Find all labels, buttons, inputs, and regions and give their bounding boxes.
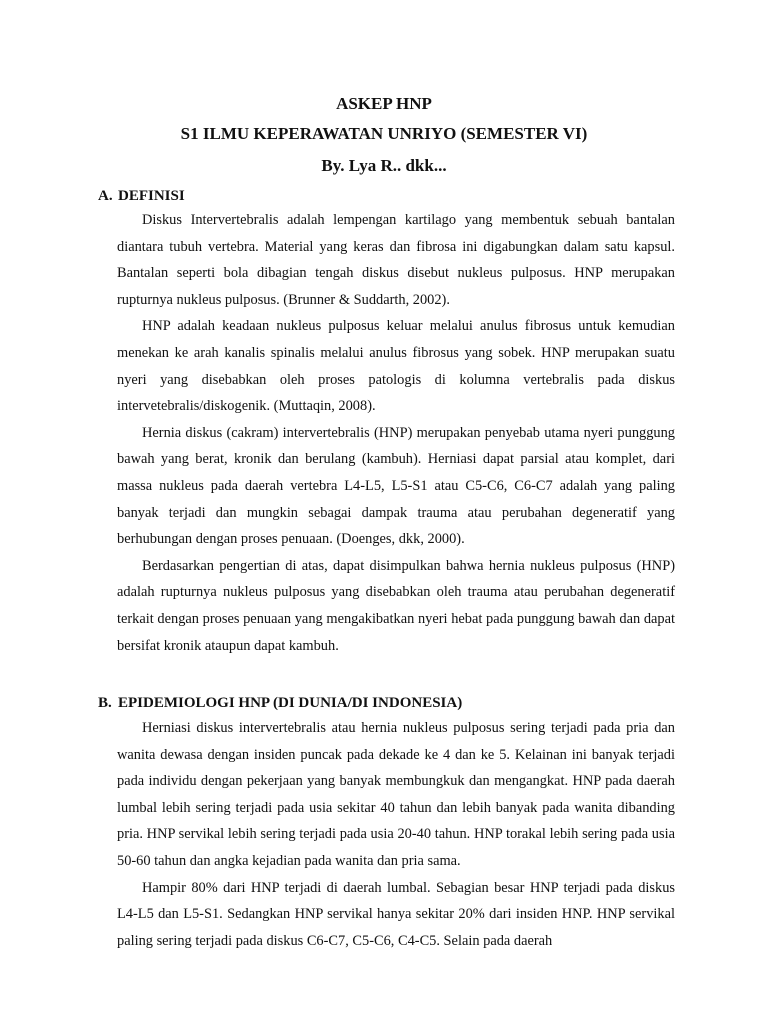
section-title: DEFINISI [118, 188, 185, 204]
document-author: By. Lya R.. dkk... [321, 156, 447, 175]
paragraph: HNP adalah keadaan nukleus pulposus keluar melalui anulus fibrosus untuk kemudian menekan ke arah kanalis spinalis melalui anulus fibrosus yang sobek. HNP merupakan suatu nyeri yang disebabkan oleh proses patologis di kolumna vertebralis pada diskus intervetebralis/diskogenik. (Muttaqin, 2008). [117, 318, 675, 415]
paragraph: Hernia diskus (cakram) intervertebralis (HNP) merupakan penyebab utama nyeri punggung bawah yang berat, kronik dan berulang (kambuh). Herniasi dapat parsial atau komplet, dari massa nukleus pada daerah vertebra L4-L5, L5-S1 atau C5-C6, C6-C7 adalah yang paling banyak terjadi dan mungkin sebagai dampak trauma atau perubahan degeneratif yang berhubungan dengan proses penuaan. (Doenges, dkk, 2000). [117, 424, 675, 548]
section-body-epidemiologi [117, 715, 675, 954]
section-title: EPIDEMIOLOGI HNP (DI DUNIA/DI INDONESIA) [118, 695, 463, 711]
document-subtitle: S1 ILMU KEPERAWATAN UNRIYO (SEMESTER VI) [180, 124, 588, 143]
paragraph: Herniasi diskus intervertebralis atau hernia nukleus pulposus sering terjadi pada pria dan wanita dewasa dengan insiden puncak pada dekade ke 4 dan ke 5. Kelainan ini banyak terjadi pada individu dengan pekerjaan yang banyak membungkuk dan mengangkat. HNP pada daerah lumbal lebih sering terjadi pada usia sekitar 40 tahun dan lebih banyak pada wanita dibanding pria. HNP servikal lebih sering terjadi pada usia 20-40 tahun. HNP torakal lebih sering pada usia 50-60 tahun dan angka kejadian pada wanita dan pria sama. [117, 720, 675, 869]
paragraph: Hampir 80% dari HNP terjadi di daerah lumbal. Sebagian besar HNP terjadi pada diskus L4-L5 dan L5-S1. Sedangkan HNP servikal hanya sekitar 20% dari insiden HNP. HNP servikal paling sering terjadi pada diskus C6-C7, C5-C6, C4-C5. Selain pada daerah [117, 879, 675, 949]
section-label: A. [98, 188, 113, 204]
document-title: ASKEP HNP [336, 94, 432, 113]
section-heading-definisi [98, 187, 185, 205]
paragraph: Diskus Intervertebralis adalah lempengan kartilago yang membentuk sebuah bantalan diantara tubuh vertebra. Material yang keras dan fibrosa ini digabungkan dalam satu kapsul. Bantalan seperti bola dibagian tengah diskus disebut nukleus pulposus. HNP merupakan rupturnya nukleus pulposus. (Brunner & Suddarth, 2002). [117, 212, 675, 308]
section-body-definisi [117, 207, 675, 659]
section-label: B. [98, 695, 112, 711]
section-heading-epidemiologi [98, 694, 462, 712]
paragraph: Berdasarkan pengertian di atas, dapat disimpulkan bahwa hernia nukleus pulposus (HNP) adalah rupturnya nukleus pulposus yang disebabkan oleh trauma atau perubahan degeneratif terkait dengan proses penuaan yang mengakibatkan nyeri hebat pada punggung bawah dan dapat bersifat kronik ataupun dapat kambuh. [117, 557, 675, 654]
